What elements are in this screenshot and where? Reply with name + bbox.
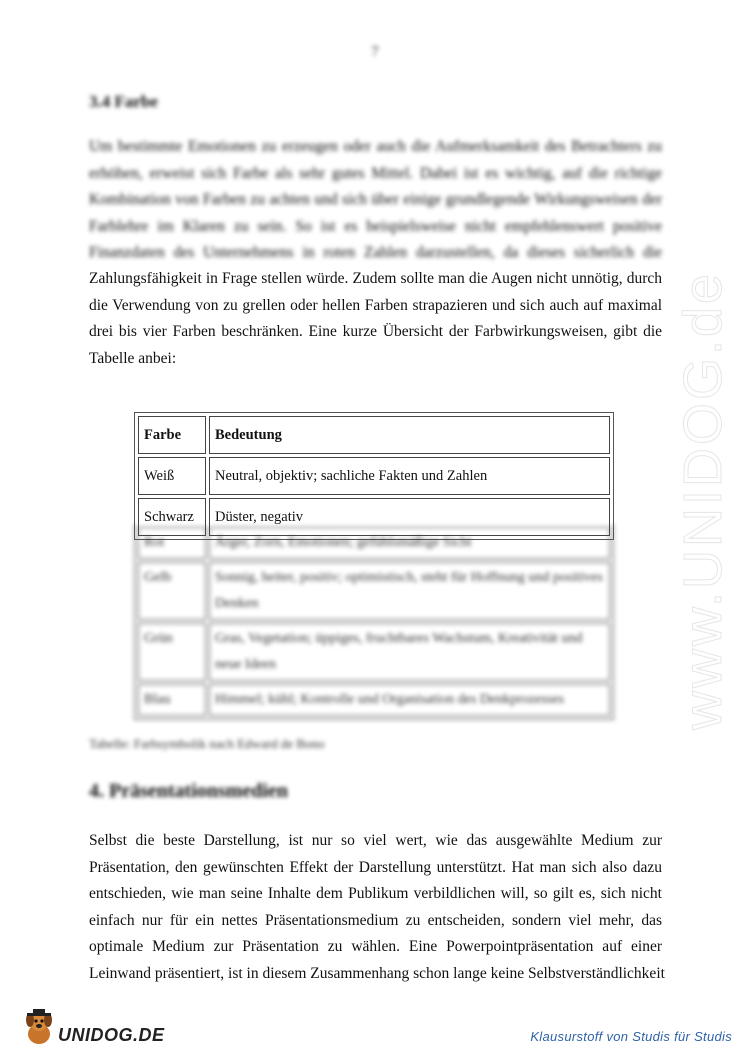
table-row	[138, 457, 610, 495]
chapter-paragraph	[89, 828, 665, 987]
cell-color: Schwarz	[138, 498, 206, 536]
cell-color: Rot	[138, 527, 206, 559]
text-line: Präsentation, den gewünschten Effekt der Darstellung unterstützt. Hat man sich also dazu	[89, 858, 662, 876]
table-header-row	[138, 416, 610, 454]
text-line: die Verwendung von zu grellen oder hellen Farben strapazieren und sich auch auf maximal	[89, 296, 662, 314]
header-cell-color: Farbe	[138, 416, 206, 454]
text-line: Selbst die beste Darstellung, ist nur so viel wert, wie das ausgewählte Medium zur	[89, 832, 662, 849]
table-caption: Tabelle: Farbsymbolik nach Edward de Bono	[89, 736, 325, 751]
table-row	[138, 623, 610, 681]
cell-meaning: Sonnig, heiter, positiv; optimistisch, steht für Hoffnung und positives Denken	[209, 562, 610, 620]
cell-color: Weiß	[138, 457, 206, 495]
text-line: entschieden, wie man seine Inhalte dem Publikum verbildlichen will, so gilt es, sich nicht	[89, 885, 662, 902]
watermark: www.UNIDOG.de	[673, 270, 733, 730]
footer-logo[interactable]	[22, 1008, 165, 1048]
text-line: Finanzdaten des Unternehmens in roten Zahlen darzustellen, da dieses sicherlich die	[89, 244, 662, 261]
text-line: Leinwand präsentiert, ist in diesem Zusammenhang schon lange keine Selbstverständlichkeit	[89, 964, 665, 982]
cell-meaning: Düster, negativ	[209, 498, 610, 536]
table-row	[138, 527, 610, 559]
text-line: drei bis vier Farben beschränken. Eine kurze Übersicht der Farbwirkungsweisen, gibt die	[89, 323, 662, 340]
color-table-blurred	[134, 524, 614, 720]
logo-text: UNIDOG.DE	[58, 1024, 165, 1045]
cell-color: Blau	[138, 684, 206, 716]
cell-color: Gelb	[138, 562, 206, 620]
cell-meaning: Neutral, objektiv; sachliche Fakten und Zahlen	[209, 457, 610, 495]
text-line: Kombination von Farben zu achten und sich über einige grundlegende Wirkungsweisen der	[89, 191, 662, 208]
chapter-heading: 4. Präsentationsmedien	[89, 780, 288, 802]
cell-meaning: Himmel; kühl; Kontrolle und Organisation des Denkprozesses	[209, 684, 610, 716]
text-line: Farblehre im Klaren zu sein. So ist es beispielsweise nicht empfehlenswert positive	[89, 217, 662, 235]
cell-meaning: Ärger, Zorn, Emotionen; gefühlsmäßige Sicht	[209, 527, 610, 559]
cell-color: Grün	[138, 623, 206, 681]
dog-icon	[22, 1008, 56, 1048]
text-line: optimale Medium zur Präsentation zu wählen. Eine Powerpointpräsentation auf einer	[89, 938, 662, 955]
page-number: 7	[371, 44, 379, 60]
intro-paragraph	[89, 266, 662, 372]
text-line: erhöhen, erweist sich Farbe als sehr gutes Mittel. Dabei ist es wichtig, auf die richtige	[89, 164, 662, 182]
table-row	[138, 684, 610, 716]
color-table	[134, 412, 614, 540]
cell-meaning: Gras, Vegetation; üppiges, fruchtbares Wachstum, Kreativität und neue Ideen	[209, 623, 610, 681]
text-line: Zahlungsfähigkeit in Frage stellen würde. Zudem sollte man die Augen nicht unnötig, durch	[89, 270, 662, 287]
footer-slogan: Klausurstoff von Studis für Studis	[530, 1029, 732, 1044]
text-line: Um bestimmte Emotionen zu erzeugen oder auch die Aufmerksamkeit des Betrachters zu	[89, 138, 662, 155]
text-line: einfach nur für ein nettes Präsentationsmedium zu entscheiden, sondern viel mehr, das	[89, 911, 662, 929]
text-line: Tabelle anbei:	[89, 349, 177, 367]
section-heading: 3.4 Farbe	[89, 92, 158, 111]
intro-paragraph-blurred	[89, 134, 662, 267]
header-cell-meaning: Bedeutung	[209, 416, 610, 454]
table-row	[138, 562, 610, 620]
